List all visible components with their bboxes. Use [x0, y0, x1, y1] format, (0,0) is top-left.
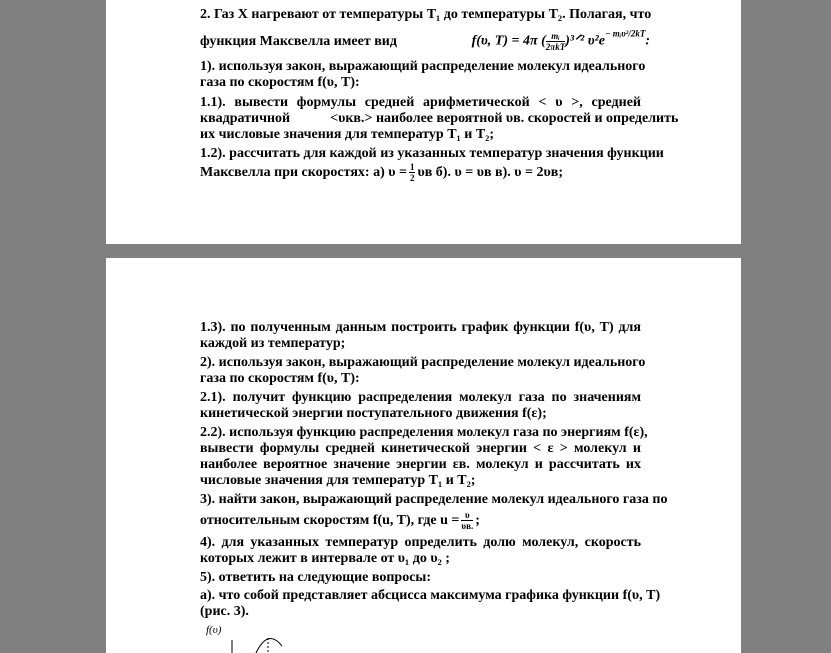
- text-line: 4). для указанных температур определить долю молекул, скорость: [200, 535, 641, 550]
- text-line: 1.1). вывести формулы средней арифметической < υ >, средней: [200, 95, 641, 110]
- text-line: 3). найти закон, выражающий распределение молекул идеального газа по: [200, 492, 668, 507]
- maxwell-formula: [471, 28, 650, 52]
- formula-end: :: [645, 33, 650, 49]
- text-line: их числовые значения для температур T₁ и T₂;: [200, 127, 495, 142]
- text-fragment: квадратичной: [200, 111, 291, 126]
- text-line: вывести формулы средней кинетической энергии < ε > молекул и: [200, 441, 641, 456]
- text-line-relative-speed: [200, 510, 641, 531]
- text-fragment: Максвелла при скоростях: а) υ =: [200, 164, 407, 180]
- text-line: газа по скоростям f(υ, T):: [200, 371, 360, 386]
- text-line-speeds: [200, 162, 641, 183]
- fraction: [461, 510, 473, 531]
- formula-part: )³ᐟ² υ²e: [565, 33, 605, 49]
- figure-y-label: f(υ): [206, 624, 222, 636]
- text-line-formula: [200, 28, 650, 52]
- fraction-denominator: υв.: [461, 521, 474, 531]
- text-line: 2.2). используя функцию распределения молекул газа по энергиям f(ε),: [200, 425, 648, 440]
- text-line: кинетической энергии поступательного движения f(ε);: [200, 406, 547, 421]
- figure-curve: [256, 638, 282, 653]
- fraction-denominator: 2: [409, 173, 415, 183]
- fraction-denominator: 2πkT: [545, 42, 566, 52]
- text-line: 1.3). по полученным данным построить график функции f(υ, T) для: [200, 320, 641, 335]
- document-page-1: [106, 0, 741, 244]
- text-fragment: ;: [475, 512, 480, 528]
- document-page-2: [106, 258, 741, 653]
- text-line: числовые значения для температур T₁ и T₂;: [200, 473, 476, 488]
- fraction-numerator: mᵢ: [546, 31, 565, 42]
- text-line: каждой из температур;: [200, 336, 346, 351]
- text-line: наиболее вероятное значение энергии εв. молекул и рассчитать их: [200, 457, 641, 472]
- text-line: а). что собой представляет абсцисса максимума графика функции f(υ, T): [200, 588, 661, 603]
- text-line: 5). ответить на следующие вопросы:: [200, 570, 432, 585]
- text-line: 2. Газ X нагревают от температуры T₁ до температуры T₂. Полагая, что: [200, 7, 652, 22]
- text-line: 2.1). получит функцию распределения молекул газа по значениям: [200, 390, 641, 405]
- text-line: 1.2). рассчитать для каждой из указанных температур значения функции: [200, 146, 664, 161]
- fraction-numerator: 1: [409, 162, 415, 172]
- text-line: [200, 111, 679, 127]
- text-fragment: <υкв.> наиболее вероятной υв. скоростей и определить: [330, 111, 679, 126]
- text-line: газа по скоростям f(υ, T):: [200, 75, 360, 90]
- text-line: 1). используя закон, выражающий распределение молекул идеального: [200, 59, 646, 74]
- text-fragment: функция Максвелла имеет вид: [200, 33, 397, 49]
- text-line: которых лежит в интервале от υ₁ до υ₂ ;: [200, 551, 450, 566]
- text-fragment: относительным скоростям f(u, T), где u =: [200, 512, 460, 528]
- formula-exponent: − mᵢυ²/2kT: [604, 28, 646, 39]
- text-line: (рис. 3).: [200, 604, 249, 619]
- fraction-numerator: υ: [461, 510, 473, 521]
- text-line: 2). используя закон, выражающий распределение молекул идеального: [200, 355, 646, 370]
- formula-part: f(υ, T) = 4π (: [471, 33, 546, 49]
- fraction: [409, 162, 416, 183]
- figure-maxwell-graph: [216, 630, 306, 653]
- fraction: [546, 31, 565, 52]
- text-fragment: υв б). υ = υв в). υ = 2υв;: [417, 164, 564, 180]
